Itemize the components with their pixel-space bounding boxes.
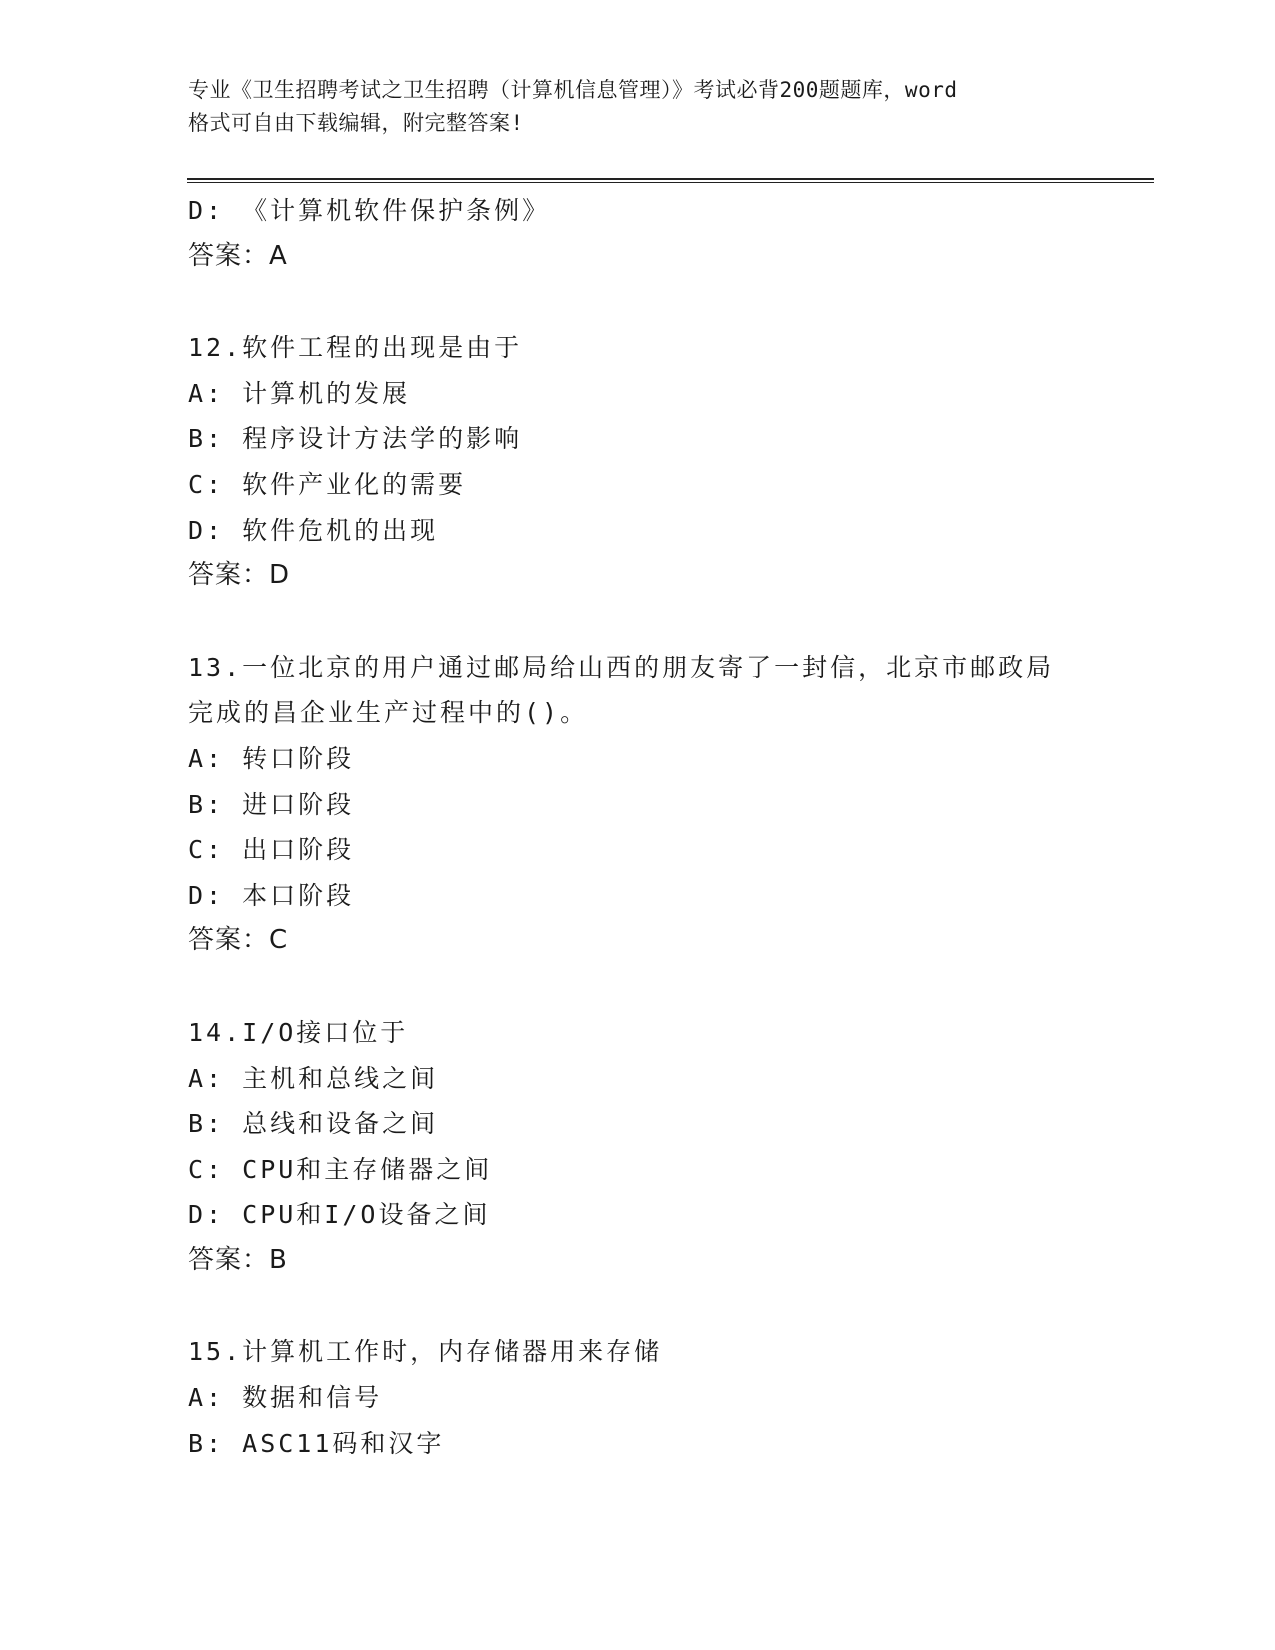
- option-c: C: 出口阶段: [188, 835, 355, 865]
- question-stem: 13.一位北京的用户通过邮局给山西的朋友寄了一封信，北京市邮政局: [188, 652, 1055, 682]
- option-c: C: CPU和主存储器之间: [188, 1154, 493, 1184]
- question-stem: 12.软件工程的出现是由于: [188, 333, 523, 363]
- option-b: B: ASC11码和汉字: [188, 1428, 445, 1458]
- document-header: [188, 74, 1088, 140]
- option-a: A: 主机和总线之间: [188, 1063, 439, 1093]
- header-line-2: 格式可自由下载编辑，附完整答案!: [188, 111, 524, 135]
- question-stem: 15.计算机工作时，内存储器用来存储: [188, 1337, 663, 1367]
- option-a: A: 计算机的发展: [188, 378, 411, 408]
- spacer: [188, 599, 1148, 645]
- question-14: [188, 1010, 1148, 1284]
- question-content: [188, 188, 1148, 1466]
- question-15: [188, 1329, 1148, 1466]
- answer: 答案：B: [188, 1244, 288, 1275]
- option-b: B: 进口阶段: [188, 789, 355, 819]
- option-c: C: 软件产业化的需要: [188, 469, 467, 499]
- option-a: A: 转口阶段: [188, 743, 355, 773]
- spacer: [188, 1283, 1148, 1329]
- question-12: [188, 325, 1148, 599]
- carryover-answer: 答案：A: [188, 240, 288, 271]
- option-d: D: CPU和I/O设备之间: [188, 1200, 491, 1230]
- answer: 答案：D: [188, 560, 291, 591]
- option-d: D: 软件危机的出现: [188, 515, 439, 545]
- spacer: [188, 279, 1148, 325]
- question-stem-continued: 完成的昌企业生产过程中的()。: [188, 698, 589, 728]
- header-line-1: 专业《卫生招聘考试之卫生招聘（计算机信息管理）》考试必背200题题库，word: [188, 78, 958, 102]
- option-b: B: 程序设计方法学的影响: [188, 424, 523, 454]
- option-b: B: 总线和设备之间: [188, 1109, 439, 1139]
- answer: 答案：C: [188, 925, 289, 956]
- question-stem: 14.I/O接口位于: [188, 1017, 409, 1047]
- option-d: D: 本口阶段: [188, 880, 355, 910]
- question-13: [188, 645, 1148, 964]
- header-divider: [187, 178, 1154, 183]
- spacer: [188, 964, 1148, 1010]
- option-a: A: 数据和信号: [188, 1383, 383, 1413]
- carryover-option-d: D: 《计算机软件保护条例》: [188, 196, 551, 225]
